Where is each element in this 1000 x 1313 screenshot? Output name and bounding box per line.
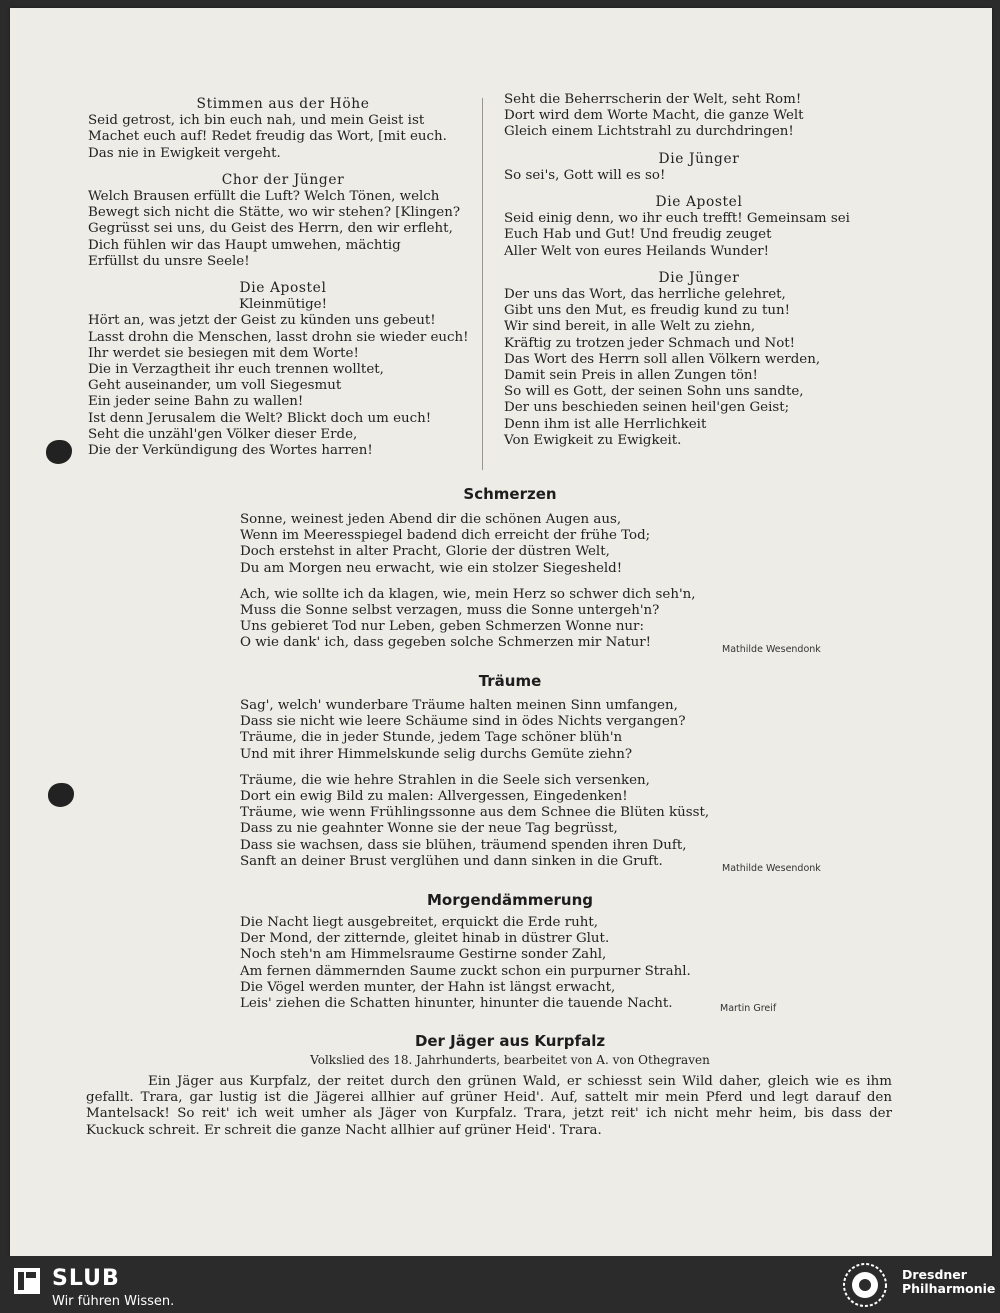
right-column — [504, 92, 894, 459]
text-line: Ist denn Jerusalem die Welt? Blickt doch um euch! — [88, 410, 432, 426]
text-line: Ach, wie sollte ich da klagen, wie, mein Herz so schwer dich seh'n, — [240, 586, 696, 602]
text-line: Seid getrost, ich bin euch nah, und mein Geist ist — [88, 113, 425, 129]
text-line: Gibt uns den Mut, es freudig kund zu tun! — [504, 303, 790, 319]
speaker-heading: Die Apostel — [655, 194, 743, 211]
left-column — [88, 96, 478, 469]
text-line: Gleich einem Lichtstrahl zu durchdringen! — [504, 124, 794, 140]
verse — [240, 773, 860, 870]
text-line: Seid einig denn, wo ihr euch trefft! Gemeinsam sei — [504, 211, 850, 227]
text-line: Dort ein ewig Bild zu malen: Allvergessen, Eingedenken! — [240, 789, 628, 805]
text-line: Seht die unzähl'gen Völker dieser Erde, — [88, 426, 358, 442]
text-line: Bewegt sich nicht die Stätte, wo wir stehen? [Klingen? — [88, 205, 461, 221]
footer-bar — [0, 1256, 1000, 1313]
text-line: Kräftig zu trotzen jeder Schmach und Not! — [504, 335, 796, 351]
text-line: O wie dank' ich, dass gegeben solche Schmerzen mir Natur! — [240, 635, 652, 651]
text-line: Die in Verzagtheit ihr euch trennen wolltet, — [88, 362, 384, 378]
text-line: Du am Morgen neu erwacht, wie ein stolzer Siegesheld! — [240, 560, 623, 576]
text-line: Wenn im Meeresspiegel badend dich erreicht der frühe Tod; — [240, 528, 651, 544]
dresdner-philharmonie-logo-icon — [842, 1262, 888, 1308]
verse — [240, 698, 860, 763]
text-line: Damit sein Preis in allen Zungen tön! — [504, 368, 758, 384]
text-line: Dass sie wachsen, dass sie blühen, träumend spenden ihren Duft, — [240, 837, 687, 853]
text-line: Am fernen dämmernden Saume zuckt schon ein purpurner Strahl. — [240, 963, 691, 979]
slub-logo-icon — [14, 1268, 40, 1294]
text-line: Der uns das Wort, das herrliche gelehret, — [504, 287, 786, 303]
text-line: Sag', welch' wunderbare Träume halten meinen Sinn umfangen, — [240, 698, 678, 713]
text-line: Von Ewigkeit zu Ewigkeit. — [504, 432, 682, 448]
speaker-heading: Chor der Jünger — [221, 171, 345, 188]
stanza — [504, 151, 894, 184]
verse — [240, 512, 860, 577]
text-line: Ein jeder seine Bahn zu wallen! — [88, 394, 304, 410]
text-line: Dass sie nicht wie leere Schäume sind in ödes Nichts vergangen? — [240, 714, 686, 730]
text-line: Träume, die in jeder Stunde, jedem Tage schöner blüh'n — [240, 730, 623, 746]
folk-song-text — [86, 1074, 892, 1139]
text-line: Erfüllst du unsre Seele! — [88, 253, 250, 269]
text-line: Uns gebieret Tod nur Leben, geben Schmerzen Wonne nur: — [240, 619, 644, 635]
song-title-jaeger: Der Jäger aus Kurpfalz — [414, 1032, 606, 1050]
speaker-heading: Die Jünger — [658, 150, 740, 167]
text-line: Die der Verkündigung des Wortes harren! — [88, 443, 373, 459]
speaker-heading: Die Apostel — [239, 280, 327, 297]
song-title-morgendaemmerung: Morgendämmerung — [426, 891, 593, 909]
speaker-subline: Kleinmütige! — [239, 297, 327, 313]
slub-tagline: Wir führen Wissen. — [52, 1294, 175, 1309]
text-line: Geht auseinander, um voll Siegesmut — [88, 378, 342, 394]
song-author: Martin Greif — [720, 1003, 777, 1014]
stanza — [88, 96, 478, 162]
slub-name: SLUB — [52, 1266, 120, 1291]
verse — [240, 587, 860, 652]
text-line: Euch Hab und Gut! Und freudig zeuget — [504, 227, 772, 243]
text-line: Ihr werdet sie besiegen mit dem Worte! — [88, 345, 359, 361]
punch-hole — [48, 783, 74, 807]
stanza — [504, 92, 894, 141]
text-line: Aller Welt von eures Heilands Wunder! — [504, 243, 770, 259]
text-line: Dort wird dem Worte Macht, die ganze Welt — [504, 108, 804, 124]
stanza — [88, 172, 478, 270]
verse — [240, 915, 860, 1012]
scanned-page — [10, 8, 992, 1256]
text-line: So sei's, Gott will es so! — [504, 167, 666, 183]
text-line: Dass zu nie geahnter Wonne sie der neue Tag begrüsst, — [240, 821, 618, 837]
text-line: Lasst drohn die Menschen, lasst drohn sie wieder euch! — [88, 329, 469, 345]
text-line: Träume, die wie hehre Strahlen in die Seele sich versenken, — [240, 772, 650, 788]
speaker-heading: Die Jünger — [658, 269, 740, 286]
column-divider — [482, 98, 483, 470]
text-line: Das nie in Ewigkeit vergeht. — [88, 145, 281, 161]
text-line: Doch erstehst in alter Pracht, Glorie der düstren Welt, — [240, 544, 610, 560]
text-line: Der Mond, der zitternde, gleitet hinab in düstrer Glut. — [240, 931, 610, 947]
text-line: Das Wort des Herrn soll allen Völkern werden, — [504, 351, 821, 367]
text-line: So will es Gott, der seinen Sohn uns sandte, — [504, 384, 804, 400]
song-schmerzen — [240, 512, 860, 662]
song-traeume — [240, 698, 860, 880]
text-line: Welch Brausen erfüllt die Luft? Welch Tönen, welch — [88, 189, 440, 205]
text-line: Der uns beschieden seinen heil'gen Geist; — [504, 400, 790, 416]
song-title-schmerzen: Schmerzen — [463, 485, 557, 503]
text-line: Hört an, was jetzt der Geist zu künden uns gebeut! — [88, 313, 436, 329]
text-line: Wir sind bereit, in alle Welt zu ziehn, — [504, 319, 756, 335]
text-line: Muss die Sonne selbst verzagen, muss die Sonne untergeh'n? — [240, 603, 660, 619]
text-line: Dich fühlen wir das Haupt umwehen, mächtig — [88, 237, 401, 253]
text-line: Die Vögel werden munter, der Hahn ist längst erwacht, — [240, 979, 616, 995]
song-author: Mathilde Wesendonk — [722, 863, 821, 874]
text-line: Und mit ihrer Himmelskunde selig durchs Gemüte ziehn? — [240, 746, 633, 762]
text-line: Seht die Beherrscherin der Welt, seht Rom! — [504, 92, 802, 107]
text-line: Leis' ziehen die Schatten hinunter, hinunter die tauende Nacht. — [240, 996, 673, 1012]
stanza — [88, 280, 478, 459]
text-line: Denn ihm ist alle Herrlichkeit — [504, 416, 707, 432]
partner-name — [902, 1268, 995, 1296]
folk-song-paragraph: Ein Jäger aus Kurpfalz, der reitet durch den grünen Wald, er schiesst sein Wild daher, gleich wie es ihm gefallt. Trara, gar lustig ist die Jägerei allhier auf grüner Heid'. Auf, sattelt mir mein Pferd und legt darauf den Mantelsack! So reit' ich weit umher als Jäger von Kurpfalz. Trara, jetzt reit' ich nicht mehr heim, bis dass der Kuckuck schreit. Er schreit die ganze Nacht allhier auf grüner Heid'. Trara. — [86, 1074, 892, 1138]
text-line: Sanft an deiner Brust verglühen und dann sinken in die Gruft. — [240, 853, 663, 869]
text-line: Noch steh'n am Himmelsraume Gestirne sonder Zahl, — [240, 947, 607, 963]
partner-line: Philharmonie — [902, 1281, 996, 1296]
text-line: Gegrüsst sei uns, du Geist des Herrn, den wir erfleht, — [88, 221, 453, 237]
song-author: Mathilde Wesendonk — [722, 644, 821, 655]
stanza — [504, 194, 894, 260]
punch-hole — [46, 440, 72, 464]
text-line: Träume, wie wenn Frühlingssonne aus dem Schnee die Blüten küsst, — [240, 805, 710, 821]
text-line: Sonne, weinest jeden Abend dir die schönen Augen aus, — [240, 512, 622, 527]
speaker-heading: Stimmen aus der Höhe — [196, 96, 370, 112]
text-line: Die Nacht liegt ausgebreitet, erquickt die Erde ruht, — [240, 915, 599, 930]
text-line: Machet euch auf! Redet freudig das Wort, [mit euch. — [88, 129, 447, 145]
partner-line: Dresdner — [902, 1267, 967, 1282]
stanza — [504, 270, 894, 449]
song-subtitle: Volkslied des 18. Jahrhunderts, bearbeitet von A. von Othegraven — [310, 1053, 710, 1067]
song-title-traeume: Träume — [478, 672, 542, 690]
